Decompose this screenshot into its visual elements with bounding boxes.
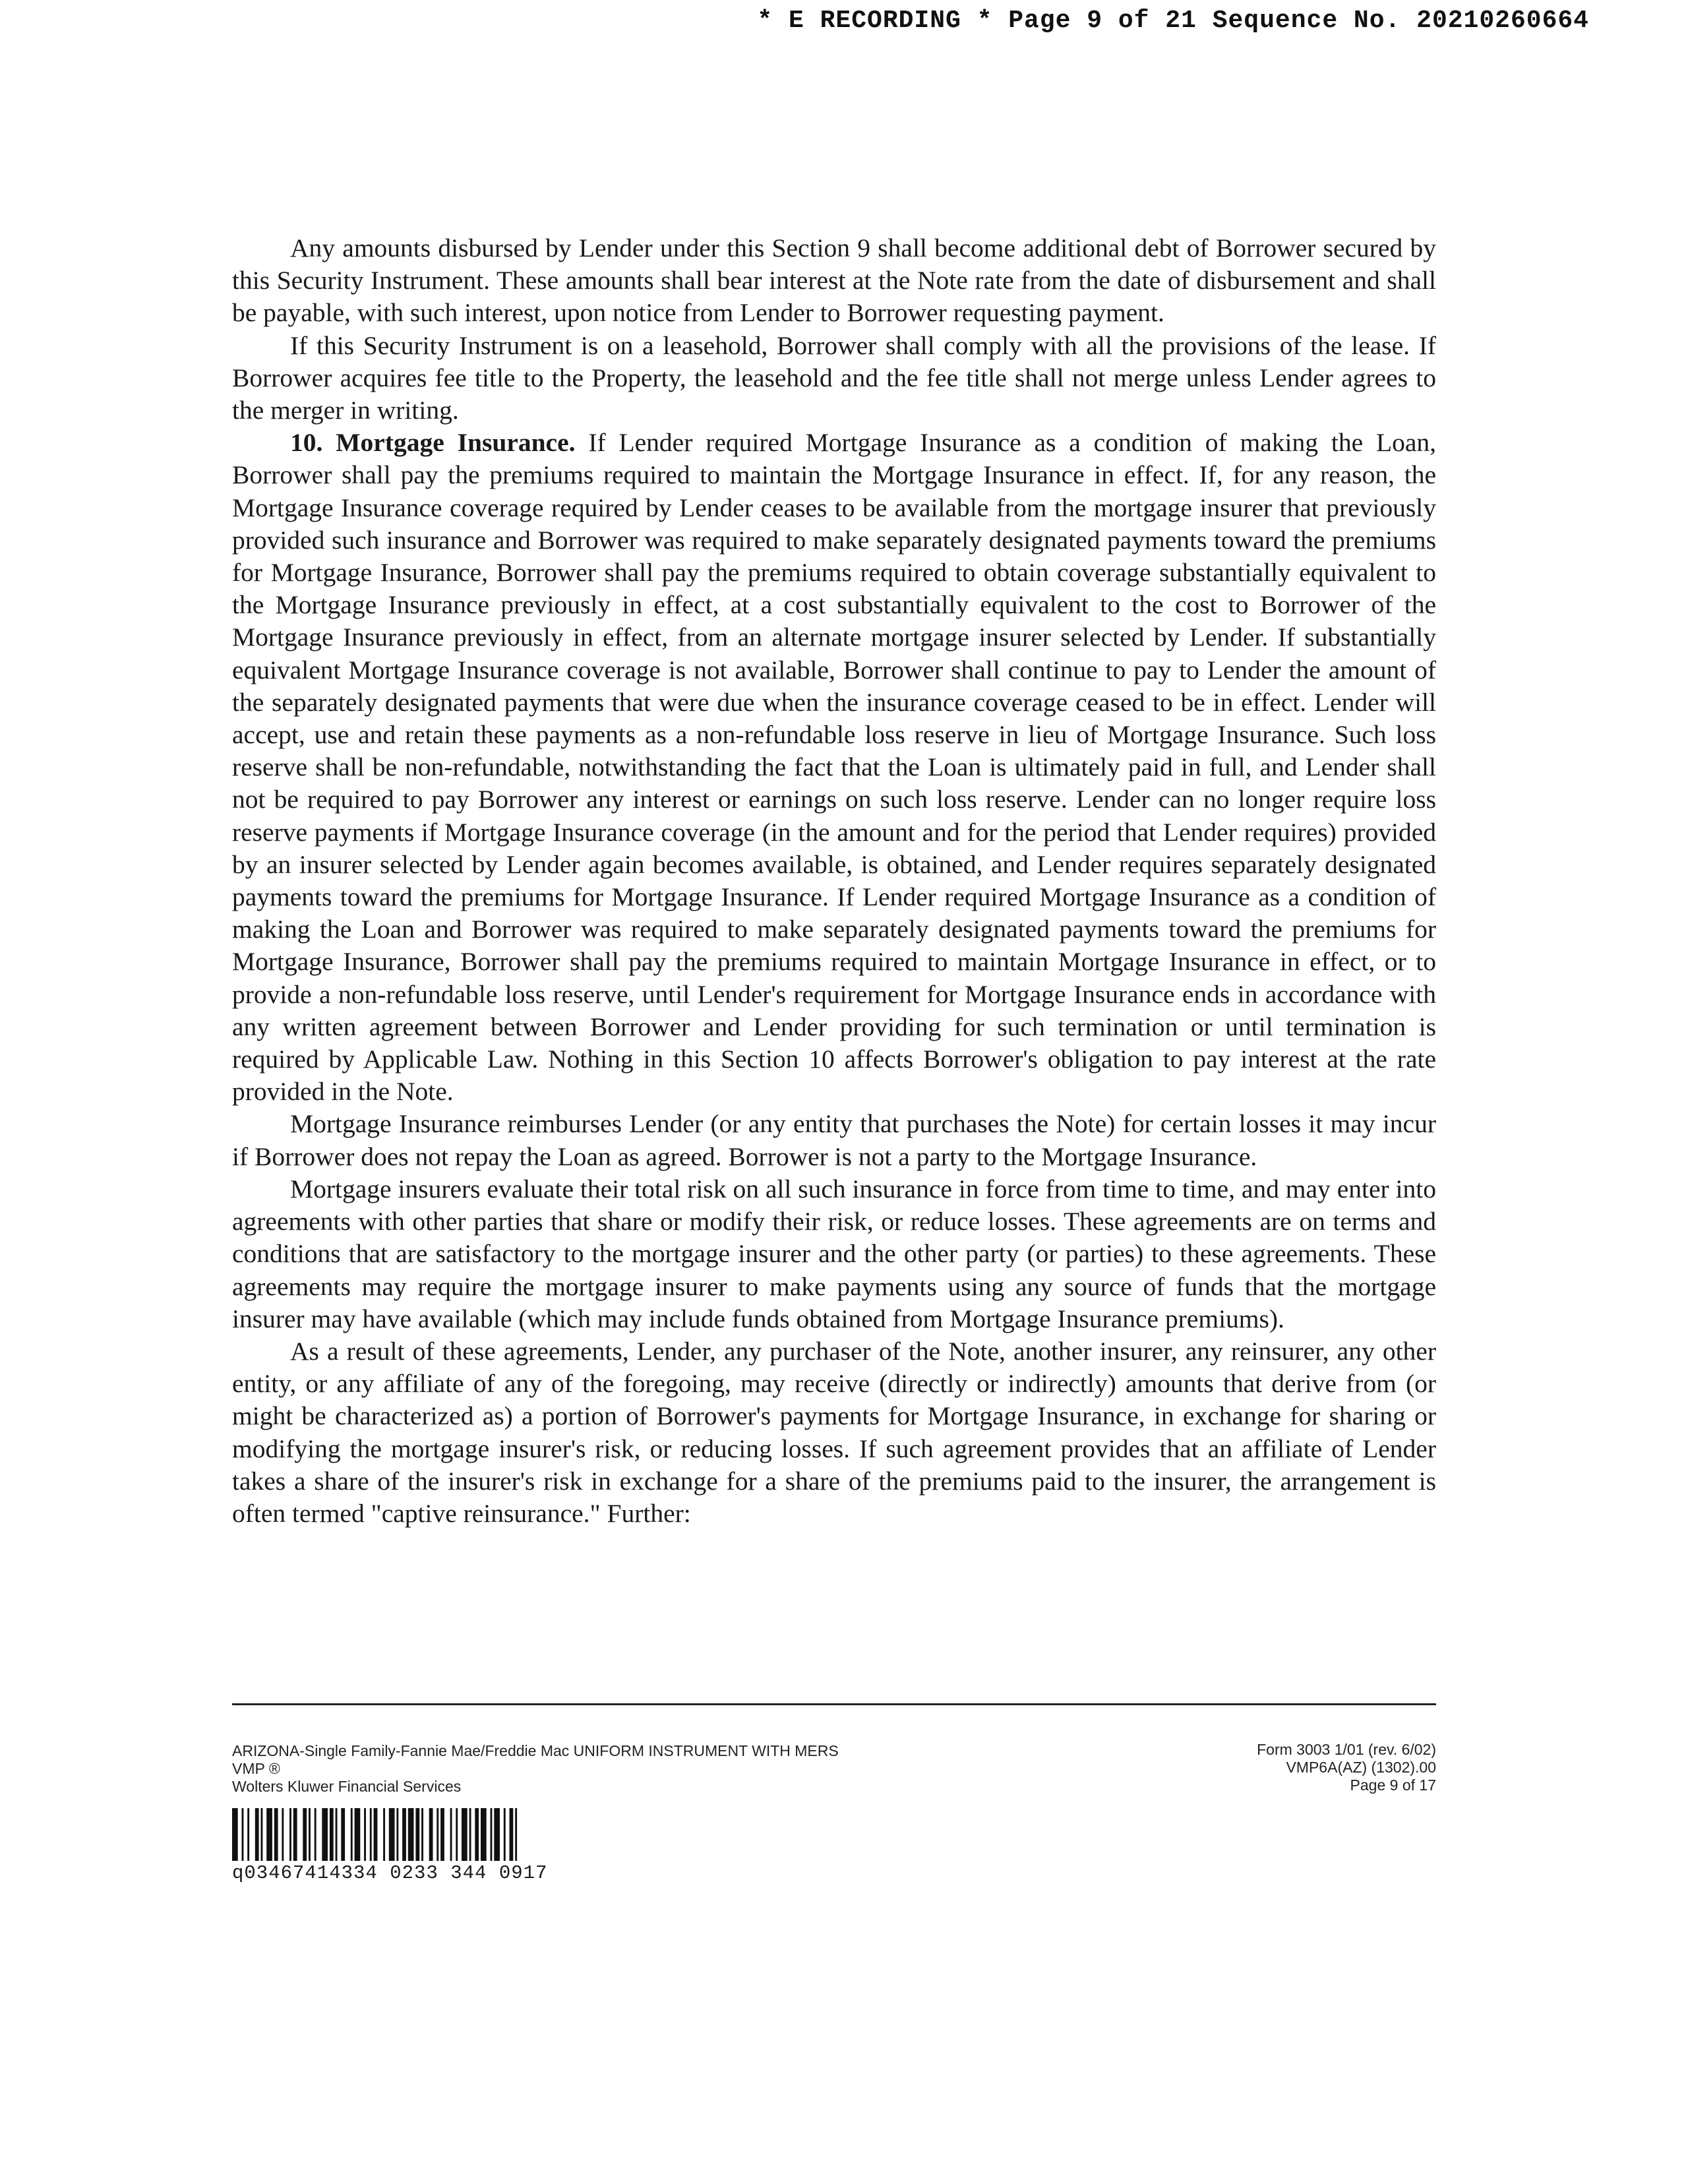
paragraph-section-9-disbursement: Any amounts disbursed by Lender under this Section 9 shall become additional debt of Borrower secured by this Security Instrument. These amounts shall bear interest at the Note rate from the date of disbursement and shall be payable, with such interest, upon notice from Lender to Borrower requesting payment. <box>232 233 1436 328</box>
barcode-bar <box>383 1808 385 1861</box>
footer-divider <box>232 1703 1436 1705</box>
barcode-bar <box>504 1808 506 1861</box>
barcode-bar <box>374 1808 378 1861</box>
barcode-bar <box>351 1808 353 1861</box>
paragraph-captive-reinsurance: As a result of these agreements, Lender, any purchaser of the Note, another insurer, any reinsurer, any other entity, or any affiliate of any of the foregoing, may receive (directly or indirectly) amounts that derive from (or might be characterized as) a portion of Borrower's payments for Mortgage Insurance, in exchange for sharing or modifying the mortgage insurer's risk, or reducing losses. If such agreement provides that an affiliate of Lender takes a share of the insurer's risk in exchange for a share of the premiums paid to the insurer, the arrangement is often termed "captive reinsurance." Further: <box>232 1336 1436 1528</box>
barcode-bar <box>429 1808 433 1861</box>
section-10-text: If Lender required Mortgage Insurance as a condition of making the Loan, Borrower shall pay the premiums required to maintain the Mortgage Insurance in effect. If, for any reason, the Mortgage Insurance coverage required by Lender ceases to be available from the mortgage insurer that previously provided such insurance and Borrower was required to make separately designated payments toward the premiums for Mortgage Insurance, Borrower shall pay the premiums required to obtain coverage substantially equivalent to the Mortgage Insurance previously in effect, at a cost substantially equivalent to the cost to Borrower of the Mortgage Insurance previously in effect, from an alternate mortgage insurer selected by Lender. If substantially equivalent Mortgage Insurance coverage is not available, Borrower shall continue to pay to Lender the amount of the separately designated payments that were due when the insurance coverage ceased to be in effect. Lender will accept, use and retain these payments as a non-refundable loss reserve in lieu of Mortgage Insurance. Such loss reserve shall be non-refundable, notwithstanding the fact that the Loan is ultimately paid in full, and Lender shall not be required to pay Borrower any interest or earnings on such loss reserve. Lender can no longer require loss reserve payments if Mortgage Insurance coverage (in the amount and for the period that Lender requires) provided by an insurer selected by Lender again becomes available, is obtained, and Lender requires separately designated payments toward the premiums for Mortgage Insurance. If Lender required Mortgage Insurance as a condition of making the Loan and Borrower was required to make separately designated payments toward the premiums for Mortgage Insurance, Borrower shall pay the premiums required to maintain Mortgage Insurance in effect, or to provide a non-refundable loss reserve, until Lender's requirement for Mortgage Insurance ends in accordance with any written agreement between Borrower and Lender providing for such termination or until termination is required by Applicable Law. Nothing in this Section 10 affects Borrower's obligation to pay interest at the rate provided in the Note. <box>232 428 1437 1107</box>
barcode-bar <box>389 1808 395 1861</box>
barcode-bar <box>232 1808 238 1861</box>
section-10-heading: 10. Mortgage Insurance. <box>290 428 576 458</box>
barcode-bar <box>309 1808 311 1861</box>
barcode-bar <box>242 1808 244 1861</box>
footer-form-version: Form 3003 1/01 (rev. 6/02) <box>1257 1741 1436 1758</box>
barcode-bar <box>396 1808 398 1861</box>
barcode-bar <box>456 1808 458 1861</box>
barcode-bar <box>421 1808 423 1861</box>
barcode-bar <box>515 1808 517 1861</box>
barcode-bar <box>491 1808 493 1861</box>
barcode-bar <box>481 1808 487 1861</box>
barcode-bar <box>408 1808 414 1861</box>
barcode-bar <box>462 1808 467 1861</box>
barcode-bar <box>510 1808 514 1861</box>
footer-form-title: ARIZONA-Single Family-Fannie Mae/Freddie Mac UNIFORM INSTRUMENT WITH MERS <box>232 1742 839 1759</box>
footer-form-number <box>1257 1741 1436 1794</box>
paragraph-mi-evaluate-risk: Mortgage insurers evaluate their total risk on all such insurance in force from time to time, and may enter into agreements with other parties that share or modify their risk, or reduce losses. These agreements are on terms and conditions that are satisfactory to the mortgage insurer and the other party (or parties) to these agreements. These agreements may require the mortgage insurer to make payments using any source of funds that the mortgage insurer may have available (which may include funds obtained from Mortgage Insurance premiums). <box>232 1174 1436 1333</box>
barcode-bar <box>315 1808 316 1861</box>
barcode-bar <box>255 1808 259 1861</box>
footer-vmp: VMP ® <box>232 1760 280 1777</box>
barcode-bar <box>303 1808 307 1861</box>
barcode-bar <box>402 1808 406 1861</box>
barcode-bar <box>293 1808 297 1861</box>
footer-publisher: Wolters Kluwer Financial Services <box>232 1778 462 1795</box>
barcode-bar <box>440 1808 444 1861</box>
barcode-bar <box>282 1808 284 1861</box>
barcode-bar <box>322 1808 328 1861</box>
barcode-bar <box>261 1808 263 1861</box>
barcode-bar <box>364 1808 366 1861</box>
barcode-bar <box>330 1808 334 1861</box>
barcode-bar <box>341 1808 345 1861</box>
recording-stamp: * E RECORDING * Page 9 of 21 Sequence No. 20210260664 <box>757 7 1589 35</box>
footer-form-info <box>232 1742 839 1796</box>
barcode-bar <box>450 1808 452 1861</box>
barcode-bar <box>266 1808 272 1861</box>
barcode-bar <box>247 1808 249 1861</box>
footer-page-number: Page 9 of 17 <box>1350 1776 1436 1794</box>
footer-vmp-code: VMP6A(AZ) (1302).00 <box>1286 1759 1436 1776</box>
barcode-bar <box>370 1808 372 1861</box>
barcode-number: q03467414334 0233 344 0917 <box>232 1862 548 1884</box>
barcode-bar <box>437 1808 438 1861</box>
barcode-bar <box>494 1808 500 1861</box>
barcode-bar <box>469 1808 471 1861</box>
barcode-bar <box>415 1808 419 1861</box>
barcode-bar <box>289 1808 291 1861</box>
barcode-bar <box>355 1808 361 1861</box>
barcode-bar <box>475 1808 479 1861</box>
barcode-bar <box>336 1808 338 1861</box>
document-body <box>232 232 1436 1530</box>
paragraph-leasehold: If this Security Instrument is on a leasehold, Borrower shall comply with all the provisions of the lease. If Borrower acquires fee title to the Property, the leasehold and the fee title shall not merge unless Lender agrees to the merger in writing. <box>232 330 1436 425</box>
paragraph-section-10 <box>232 427 1436 1108</box>
barcode-icon <box>232 1808 702 1861</box>
barcode-bar <box>274 1808 278 1861</box>
paragraph-mi-reimburses: Mortgage Insurance reimburses Lender (or any entity that purchases the Note) for certain losses it may incur if Borrower does not repay the Loan as agreed. Borrower is not a party to the Mortgage Insurance. <box>232 1109 1436 1171</box>
